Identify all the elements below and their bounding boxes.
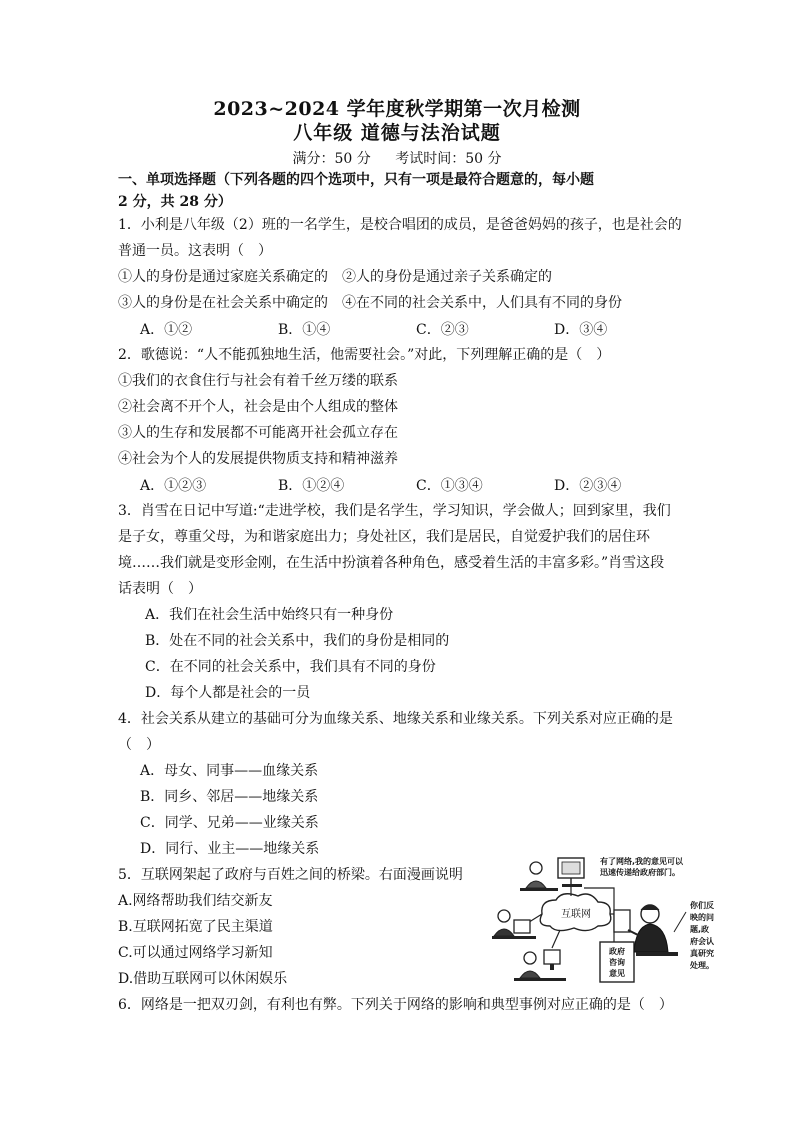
q1-option-c[interactable]: C．②③ bbox=[416, 322, 469, 338]
q3-stem-cont1: 是子女，尊重父母，为和谐家庭出力；身处社区，我们是居民，自觉爱护我们的居住环 bbox=[118, 529, 650, 545]
section-heading: 一、单项选择题（下列各题的四个选项中，只有一项是最符合题意的，每小题 bbox=[118, 172, 594, 188]
q3-stem-cont2: 境……我们就是变形金刚，在生活中扮演着各种角色，感受着生活的丰富多彩。”肖雪这段 bbox=[118, 555, 665, 571]
q2-option-b[interactable]: B．①②④ bbox=[278, 478, 345, 494]
q3-option-c[interactable]: C．在不同的社会关系中，我们具有不同的身份 bbox=[145, 659, 436, 675]
cloud-label: 互联网 bbox=[561, 909, 591, 920]
exam-title: 2023~2024 学年度秋学期第一次月检测 bbox=[213, 98, 581, 120]
q1-option-b[interactable]: B．①④ bbox=[278, 322, 331, 338]
svg-text:府会认: 府会认 bbox=[690, 937, 714, 946]
q2-item-1: ①我们的衣食住行与社会有着千丝万缕的联系 bbox=[118, 373, 398, 389]
comic-caption-top: 有了网络,我的意见可以 bbox=[600, 857, 684, 866]
q1-items-row2: ③人的身份是在社会关系中确定的 ④在不同的社会关系中，人们具有不同的身份 bbox=[118, 295, 622, 311]
q4-stem-cont: （ ） bbox=[118, 737, 160, 753]
q2-stem: 2．歌德说：“人不能孤独地生活，他需要社会。”对此，下列理解正确的是（ ） bbox=[118, 347, 611, 363]
q3-stem: 3．肖雪在日记中写道:“走进学校，我们是名学生，学习知识，学会做人；回到家里，我们 bbox=[118, 503, 671, 519]
q1-options bbox=[140, 319, 692, 339]
svg-text:题,政: 题,政 bbox=[690, 925, 710, 934]
q4-stem: 4．社会关系从建立的基础可分为血缘关系、地缘关系和业缘关系。下列关系对应正确的是 bbox=[118, 711, 673, 727]
q2-item-2: ②社会离不开个人，社会是由个人组成的整体 bbox=[118, 399, 398, 415]
bottom-monitor bbox=[544, 950, 560, 964]
q3-option-a[interactable]: A．我们在社会生活中始终只有一种身份 bbox=[145, 607, 394, 623]
comic-caption-top-cont: 迅速传递给政府部门。 bbox=[600, 868, 680, 877]
svg-text:你们反: 你们反 bbox=[690, 901, 714, 910]
exam-subtitle: 八年级 道德与法治试题 bbox=[293, 122, 501, 144]
q2-option-d[interactable]: D．②③④ bbox=[554, 478, 622, 494]
q4-option-c[interactable]: C．同学、兄弟——业缘关系 bbox=[140, 815, 319, 831]
q2-item-3: ③人的生存和发展都不可能离开社会孤立存在 bbox=[118, 425, 398, 441]
q5-option-d[interactable]: D.借助互联网可以休闲娱乐 bbox=[118, 971, 288, 987]
q4-option-d[interactable]: D．同行、业主——地缘关系 bbox=[140, 841, 320, 857]
bottom-person-head bbox=[524, 952, 536, 964]
internet-comic-illustration bbox=[490, 852, 722, 990]
q1-option-a[interactable]: A．①② bbox=[140, 322, 193, 338]
svg-text:处理。: 处理。 bbox=[690, 961, 714, 970]
top-person-head bbox=[530, 862, 542, 874]
q6-stem: 6．网络是一把双刃剑，有利也有弊。下列关于网络的影响和典型事例对应正确的是（ ） bbox=[118, 997, 673, 1013]
svg-text:真研究: 真研究 bbox=[690, 949, 714, 958]
q5-option-a[interactable]: A.网络帮助我们结交新友 bbox=[118, 893, 273, 909]
q2-options bbox=[140, 475, 692, 495]
section-heading-cont: 2 分，共 28 分） bbox=[118, 194, 232, 210]
q2-option-a[interactable]: A．①②③ bbox=[140, 478, 207, 494]
official-speech bbox=[689, 900, 714, 970]
q5-option-b[interactable]: B.互联网拓宽了民主渠道 bbox=[118, 919, 273, 935]
q1-stem: 1．小利是八年级（2）班的一名学生，是校合唱团的成员，是爸爸妈妈的孩子，也是社会的 bbox=[118, 217, 682, 233]
exam-meta bbox=[0, 148, 794, 168]
q1-items-row1: ①人的身份是通过家庭关系确定的 ②人的身份是通过亲子关系确定的 bbox=[118, 269, 552, 285]
exam-time: 考试时间：50 分 bbox=[395, 151, 502, 167]
q1-stem-cont: 普通一员。这表明（ ） bbox=[118, 243, 272, 259]
q1-option-d[interactable]: D．③④ bbox=[554, 322, 608, 338]
svg-text:映的问: 映的问 bbox=[690, 913, 714, 922]
q2-item-4: ④社会为个人的发展提供物质支持和精神滋养 bbox=[118, 451, 398, 467]
q4-option-a[interactable]: A．母女、同事——血缘关系 bbox=[140, 763, 319, 779]
q4-option-b[interactable]: B．同乡、邻居——地缘关系 bbox=[140, 789, 319, 805]
official-body bbox=[634, 924, 668, 952]
left-monitor bbox=[514, 920, 530, 933]
official-monitor bbox=[614, 910, 630, 932]
q3-stem-cont3: 话表明（ ） bbox=[118, 581, 202, 597]
gov-box-line3: 意见 bbox=[609, 969, 625, 978]
full-score: 满分：50 分 bbox=[292, 151, 371, 167]
q5-option-c[interactable]: C.可以通过网络学习新知 bbox=[118, 945, 273, 961]
q2-option-c[interactable]: C．①③④ bbox=[416, 478, 483, 494]
gov-box-line1: 政府 bbox=[609, 947, 625, 956]
q3-option-b[interactable]: B．处在不同的社会关系中，我们的身份是相同的 bbox=[145, 633, 450, 649]
left-person-head bbox=[498, 910, 510, 922]
q3-option-d[interactable]: D．每个人都是社会的一员 bbox=[145, 685, 311, 701]
q5-stem: 5．互联网架起了政府与百姓之间的桥梁。右面漫画说明 bbox=[118, 867, 463, 883]
gov-box-line2: 咨询 bbox=[609, 958, 625, 967]
